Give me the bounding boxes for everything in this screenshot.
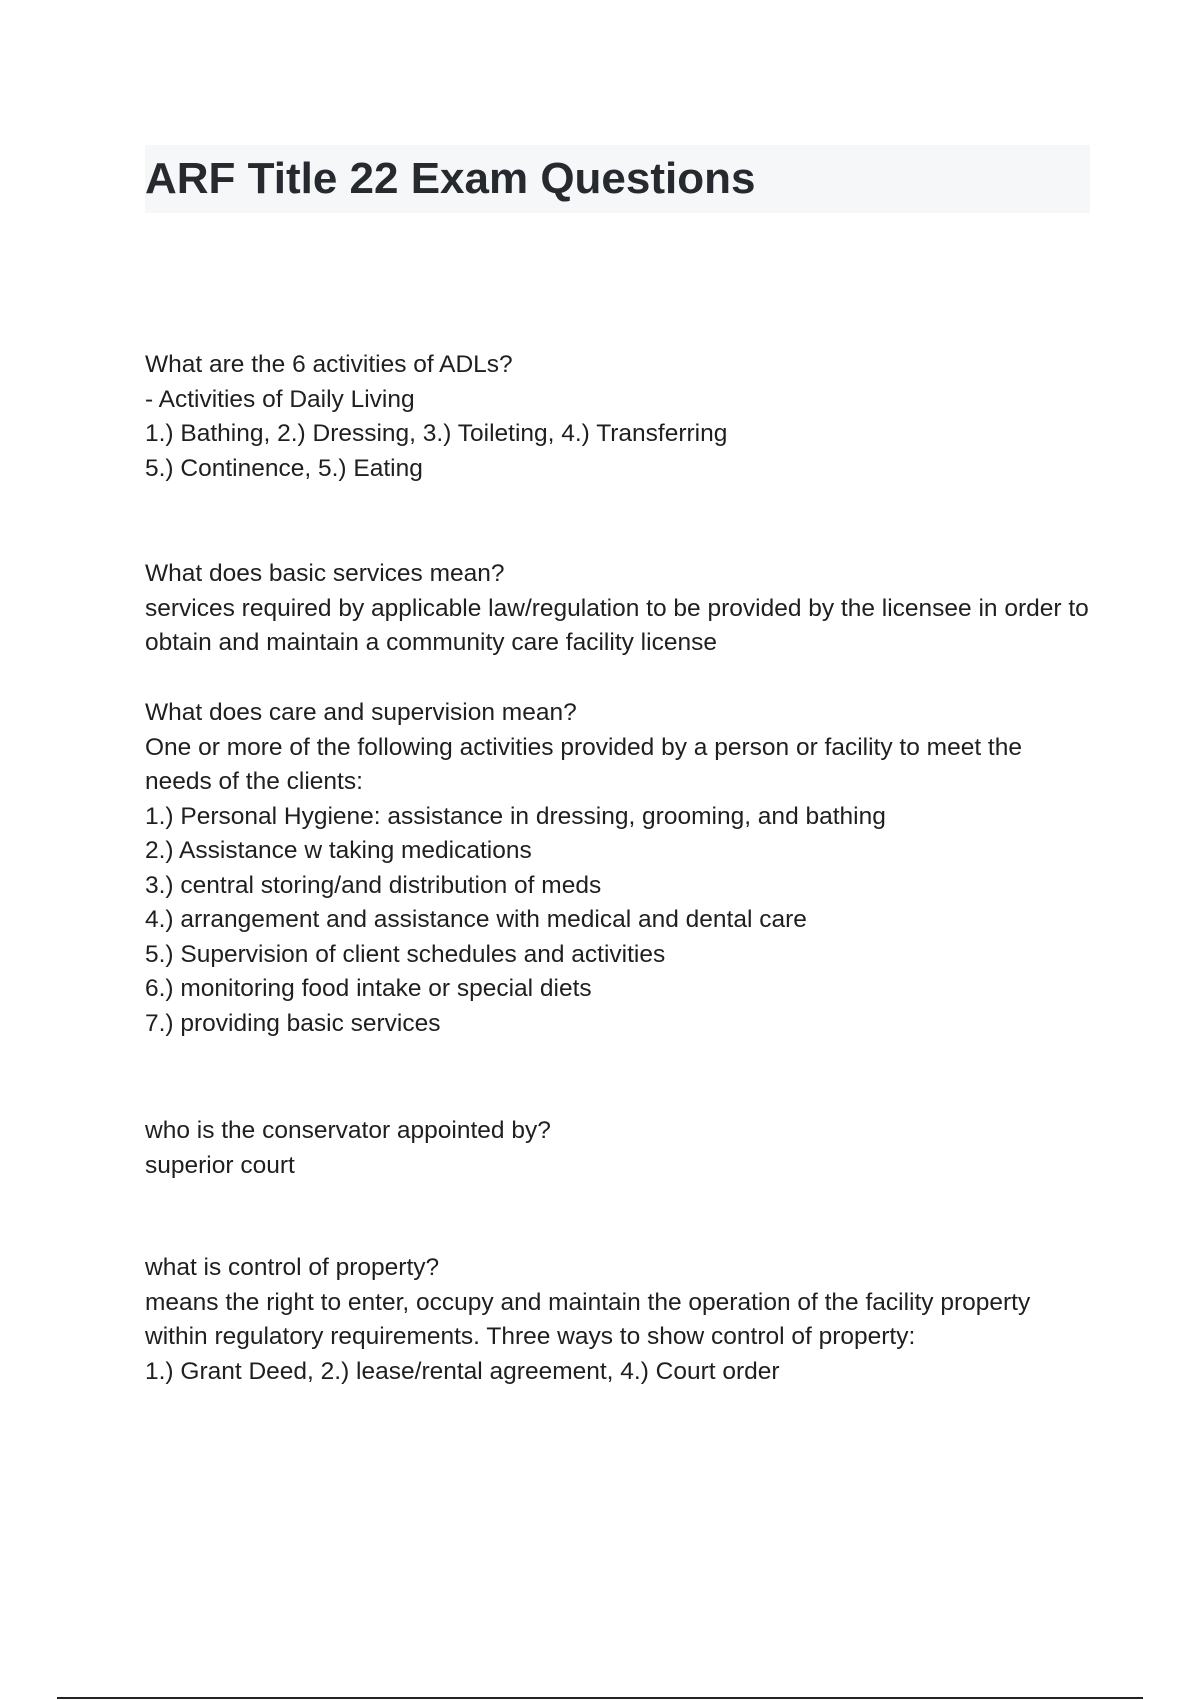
qa-item-care-supervision <box>145 696 1090 1041</box>
qa-item-control-of-property <box>145 1251 1090 1389</box>
question-text: What does care and supervision mean? <box>145 699 577 726</box>
page-bottom-divider <box>57 1697 1143 1699</box>
answer-line: 6.) monitoring food intake or special diets <box>145 975 592 1002</box>
question-text: who is the conservator appointed by? <box>145 1117 551 1144</box>
question-text: What does basic services mean? <box>145 560 505 587</box>
answer-paragraph: means the right to enter, occupy and maintain the operation of the facility property within regulatory requirements. Three ways to show control of property: <box>145 1288 1031 1350</box>
answer-line: - Activities of Daily Living <box>145 385 415 413</box>
title-banner <box>145 145 1090 213</box>
answer-line: 2.) Assistance w taking medications <box>145 837 532 864</box>
answer-line: 3.) central storing/and distribution of meds <box>145 871 602 899</box>
answer-line: 5.) Continence, 5.) Eating <box>145 454 423 482</box>
answer-line: 4.) arrangement and assistance with medical and dental care <box>145 906 807 933</box>
answer-line: 1.) Grant Deed, 2.) lease/rental agreement, 4.) Court order <box>145 1357 780 1385</box>
qa-item-conservator <box>145 1114 1090 1183</box>
answer-line: 1.) Personal Hygiene: assistance in dressing, grooming, and bathing <box>145 802 886 830</box>
page-title: ARF Title 22 Exam Questions <box>145 154 756 203</box>
question-text: What are the 6 activities of ADLs? <box>145 351 513 378</box>
qa-item-basic-services <box>145 557 1090 661</box>
answer-paragraph: One or more of the following activities provided by a person or facility to meet the needs of the clients: <box>145 733 1022 795</box>
answer-line: superior court <box>145 1151 295 1179</box>
answer-line: 5.) Supervision of client schedules and activities <box>145 940 666 968</box>
answer-line: 1.) Bathing, 2.) Dressing, 3.) Toileting, 4.) Transferring <box>145 420 728 447</box>
answer-paragraph: services required by applicable law/regulation to be provided by the licensee in order to obtain and maintain a community care facility license <box>145 594 1089 656</box>
qa-item-adls <box>145 348 1090 486</box>
answer-line: 7.) providing basic services <box>145 1009 441 1037</box>
question-text: what is control of property? <box>145 1254 440 1281</box>
